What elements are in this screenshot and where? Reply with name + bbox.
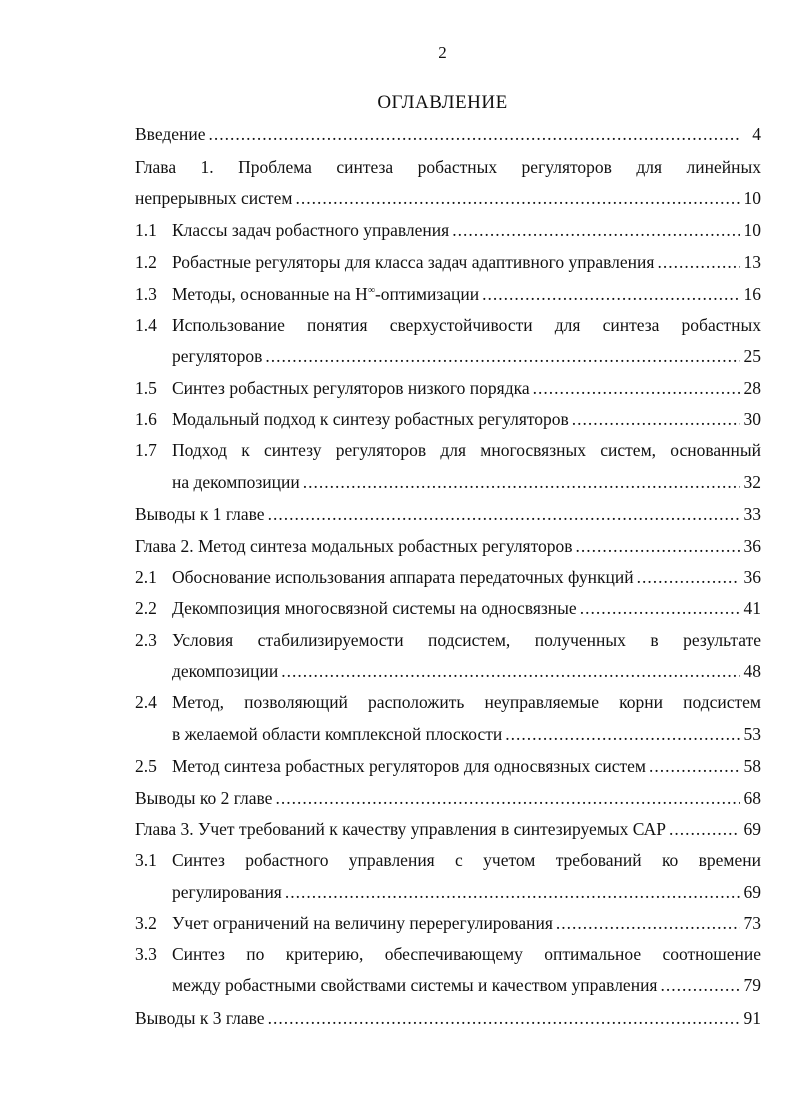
toc-entry-number: 1.6 (135, 409, 157, 429)
toc-entry-number: 1.3 (135, 284, 157, 304)
toc-entry-page: 4 (752, 124, 761, 144)
toc-entry-number: 2.1 (135, 567, 157, 587)
toc-entry-number: 1.2 (135, 252, 157, 272)
toc-entry-title: Использование понятия сверхустойчивости для синтеза робастных (172, 315, 761, 335)
toc-entry-number: 2.4 (135, 692, 157, 712)
toc-entry-2-3 (135, 629, 761, 651)
toc-entry-page: 69 (743, 882, 761, 902)
toc-entry-page: 48 (743, 661, 761, 681)
toc-entry-title: Декомпозиция многосвязной системы на односвязные (172, 598, 577, 618)
toc-entry-chapter-1 (135, 156, 761, 178)
toc-entry-3-1-cont (172, 881, 761, 903)
toc-entry-title-cont: регулирования (172, 882, 282, 902)
toc-entry-chapter-2 (135, 535, 761, 557)
toc-entry-number: 2.5 (135, 756, 157, 776)
toc-entry-page: 25 (743, 346, 761, 366)
toc-entry-title: Введение (135, 124, 206, 144)
toc-entry-title: Метод синтеза робастных регуляторов для односвязных систем (172, 756, 646, 776)
toc-entry-page: 73 (743, 913, 761, 933)
toc-entry-page: 36 (743, 567, 761, 587)
dot-leader (265, 345, 740, 367)
toc-entry-intro (135, 123, 761, 145)
toc-entry-chapter-3 (135, 818, 761, 840)
toc-entry-number: 1.5 (135, 378, 157, 398)
dot-leader (580, 597, 740, 619)
toc-entry-2-4 (135, 691, 761, 713)
toc-entry-2-3-cont (172, 660, 761, 682)
toc-entry-number: 3.3 (135, 944, 157, 964)
toc-entry-page: 10 (743, 188, 761, 208)
dot-leader (482, 283, 740, 305)
toc-entry-page: 68 (743, 788, 761, 808)
toc-entry-title: Синтез по критерию, обеспечивающему оптимальное соотношение (172, 944, 761, 964)
toc-entry-1-2 (135, 251, 761, 273)
dot-leader (268, 1007, 740, 1029)
toc-entry-title: Учет ограничений на величину перерегулирования (172, 913, 553, 933)
dot-leader (268, 503, 740, 525)
dot-leader (281, 660, 740, 682)
toc-entry-number: 1.7 (135, 440, 157, 460)
toc-entry-title-cont: в желаемой области комплексной плоскости (172, 724, 503, 744)
toc-entry-page: 33 (743, 504, 761, 524)
toc-entry-chapter-1-cont (135, 187, 761, 209)
toc-entry-page: 30 (743, 409, 761, 429)
toc-entry-2-2 (135, 597, 761, 619)
toc-entry-title: Глава 1. Проблема синтеза робастных регуляторов для линейных (135, 157, 761, 177)
toc-entry-page: 41 (743, 598, 761, 618)
toc-entry-page: 79 (743, 975, 761, 995)
toc-entry-title: Глава 3. Учет требований к качеству управления в синтезируемых САР (135, 819, 666, 839)
dot-leader (295, 187, 740, 209)
dot-leader (303, 471, 740, 493)
toc-entry-1-7 (135, 439, 761, 461)
toc-entry-3-3-cont (172, 974, 761, 996)
toc-entry-page: 53 (743, 724, 761, 744)
toc-entry-page: 36 (743, 536, 761, 556)
toc-entry-title: Обоснование использования аппарата передаточных функций (172, 567, 634, 587)
toc-entry-number: 2.2 (135, 598, 157, 618)
toc-entry-3-1 (135, 849, 761, 871)
toc-entry-title: Метод, позволяющий расположить неуправляемые корни подсистем (172, 692, 761, 712)
dot-leader (657, 251, 740, 273)
toc-entry-page: 16 (743, 284, 761, 304)
toc-entry-title: Выводы к 1 главе (135, 504, 265, 524)
dot-leader (533, 377, 740, 399)
toc-entry-page: 32 (743, 472, 761, 492)
toc-heading: ОГЛАВЛЕНИЕ (377, 92, 508, 113)
toc-entry-number: 3.2 (135, 913, 157, 933)
dot-leader (649, 755, 740, 777)
toc-entry-number: 1.1 (135, 220, 157, 240)
toc-entry-title-cont: регуляторов (172, 346, 263, 366)
toc-entry-title-cont: декомпозиции (172, 661, 279, 681)
toc-entry-3-2 (135, 912, 761, 934)
toc-entry-page: 28 (743, 378, 761, 398)
toc-entry-2-5 (135, 755, 761, 777)
toc-entry-title-cont: на декомпозиции (172, 472, 300, 492)
dot-leader (660, 974, 740, 996)
toc-entry-1-3 (135, 283, 761, 305)
dot-leader (556, 912, 740, 934)
toc-entry-number: 3.1 (135, 850, 157, 870)
toc-entry-conclusions-3 (135, 1007, 761, 1029)
toc-entry-title: Методы, основанные на H∞-оптимизации (172, 284, 480, 304)
toc-entry-title: Робастные регуляторы для класса задач адаптивного управления (172, 252, 655, 272)
toc-entry-1-4-cont (172, 345, 761, 367)
toc-entry-2-1 (135, 566, 761, 588)
toc-entry-title: Синтез робастного управления с учетом требований ко времени (172, 850, 761, 870)
dot-leader (285, 881, 740, 903)
toc-entry-3-3 (135, 943, 761, 965)
toc-entry-1-7-cont (172, 471, 761, 493)
toc-entry-2-4-cont (172, 723, 761, 745)
toc-entry-page: 91 (743, 1008, 761, 1028)
toc-entry-page: 69 (743, 819, 761, 839)
toc-entry-title-cont: между робастными свойствами системы и качеством управления (172, 975, 658, 995)
toc-entry-title: Модальный подход к синтезу робастных регуляторов (172, 409, 569, 429)
dot-leader (572, 408, 740, 430)
dot-leader (505, 723, 740, 745)
toc-entry-conclusions-1 (135, 503, 761, 525)
toc-entry-page: 13 (743, 252, 761, 272)
toc-entry-page: 58 (743, 756, 761, 776)
toc-entry-title: Синтез робастных регуляторов низкого порядка (172, 378, 530, 398)
toc-entry-1-4 (135, 314, 761, 336)
page-number: 2 (438, 43, 447, 62)
toc-entry-title: Выводы ко 2 главе (135, 788, 273, 808)
toc-entry-title: Глава 2. Метод синтеза модальных робастных регуляторов (135, 536, 573, 556)
dot-leader (637, 566, 740, 588)
dot-leader (452, 219, 740, 241)
dot-leader (275, 787, 740, 809)
toc-entry-title: Подход к синтезу регуляторов для многосвязных систем, основанный (172, 440, 761, 460)
toc-entry-title: Выводы к 3 главе (135, 1008, 265, 1028)
toc-entry-page: 10 (743, 220, 761, 240)
toc-entry-1-5 (135, 377, 761, 399)
toc-entry-1-1 (135, 219, 761, 241)
dot-leader (576, 535, 740, 557)
toc-entry-title: Условия стабилизируемости подсистем, полученных в результате (172, 630, 761, 650)
toc-entry-number: 1.4 (135, 315, 157, 335)
toc-entry-conclusions-2 (135, 787, 761, 809)
toc-entry-title: Классы задач робастного управления (172, 220, 450, 240)
dot-leader (669, 818, 740, 840)
dot-leader (209, 123, 740, 145)
toc-entry-number: 2.3 (135, 630, 157, 650)
toc-entry-title-cont: непрерывных систем (135, 188, 293, 208)
toc-entry-1-6 (135, 408, 761, 430)
